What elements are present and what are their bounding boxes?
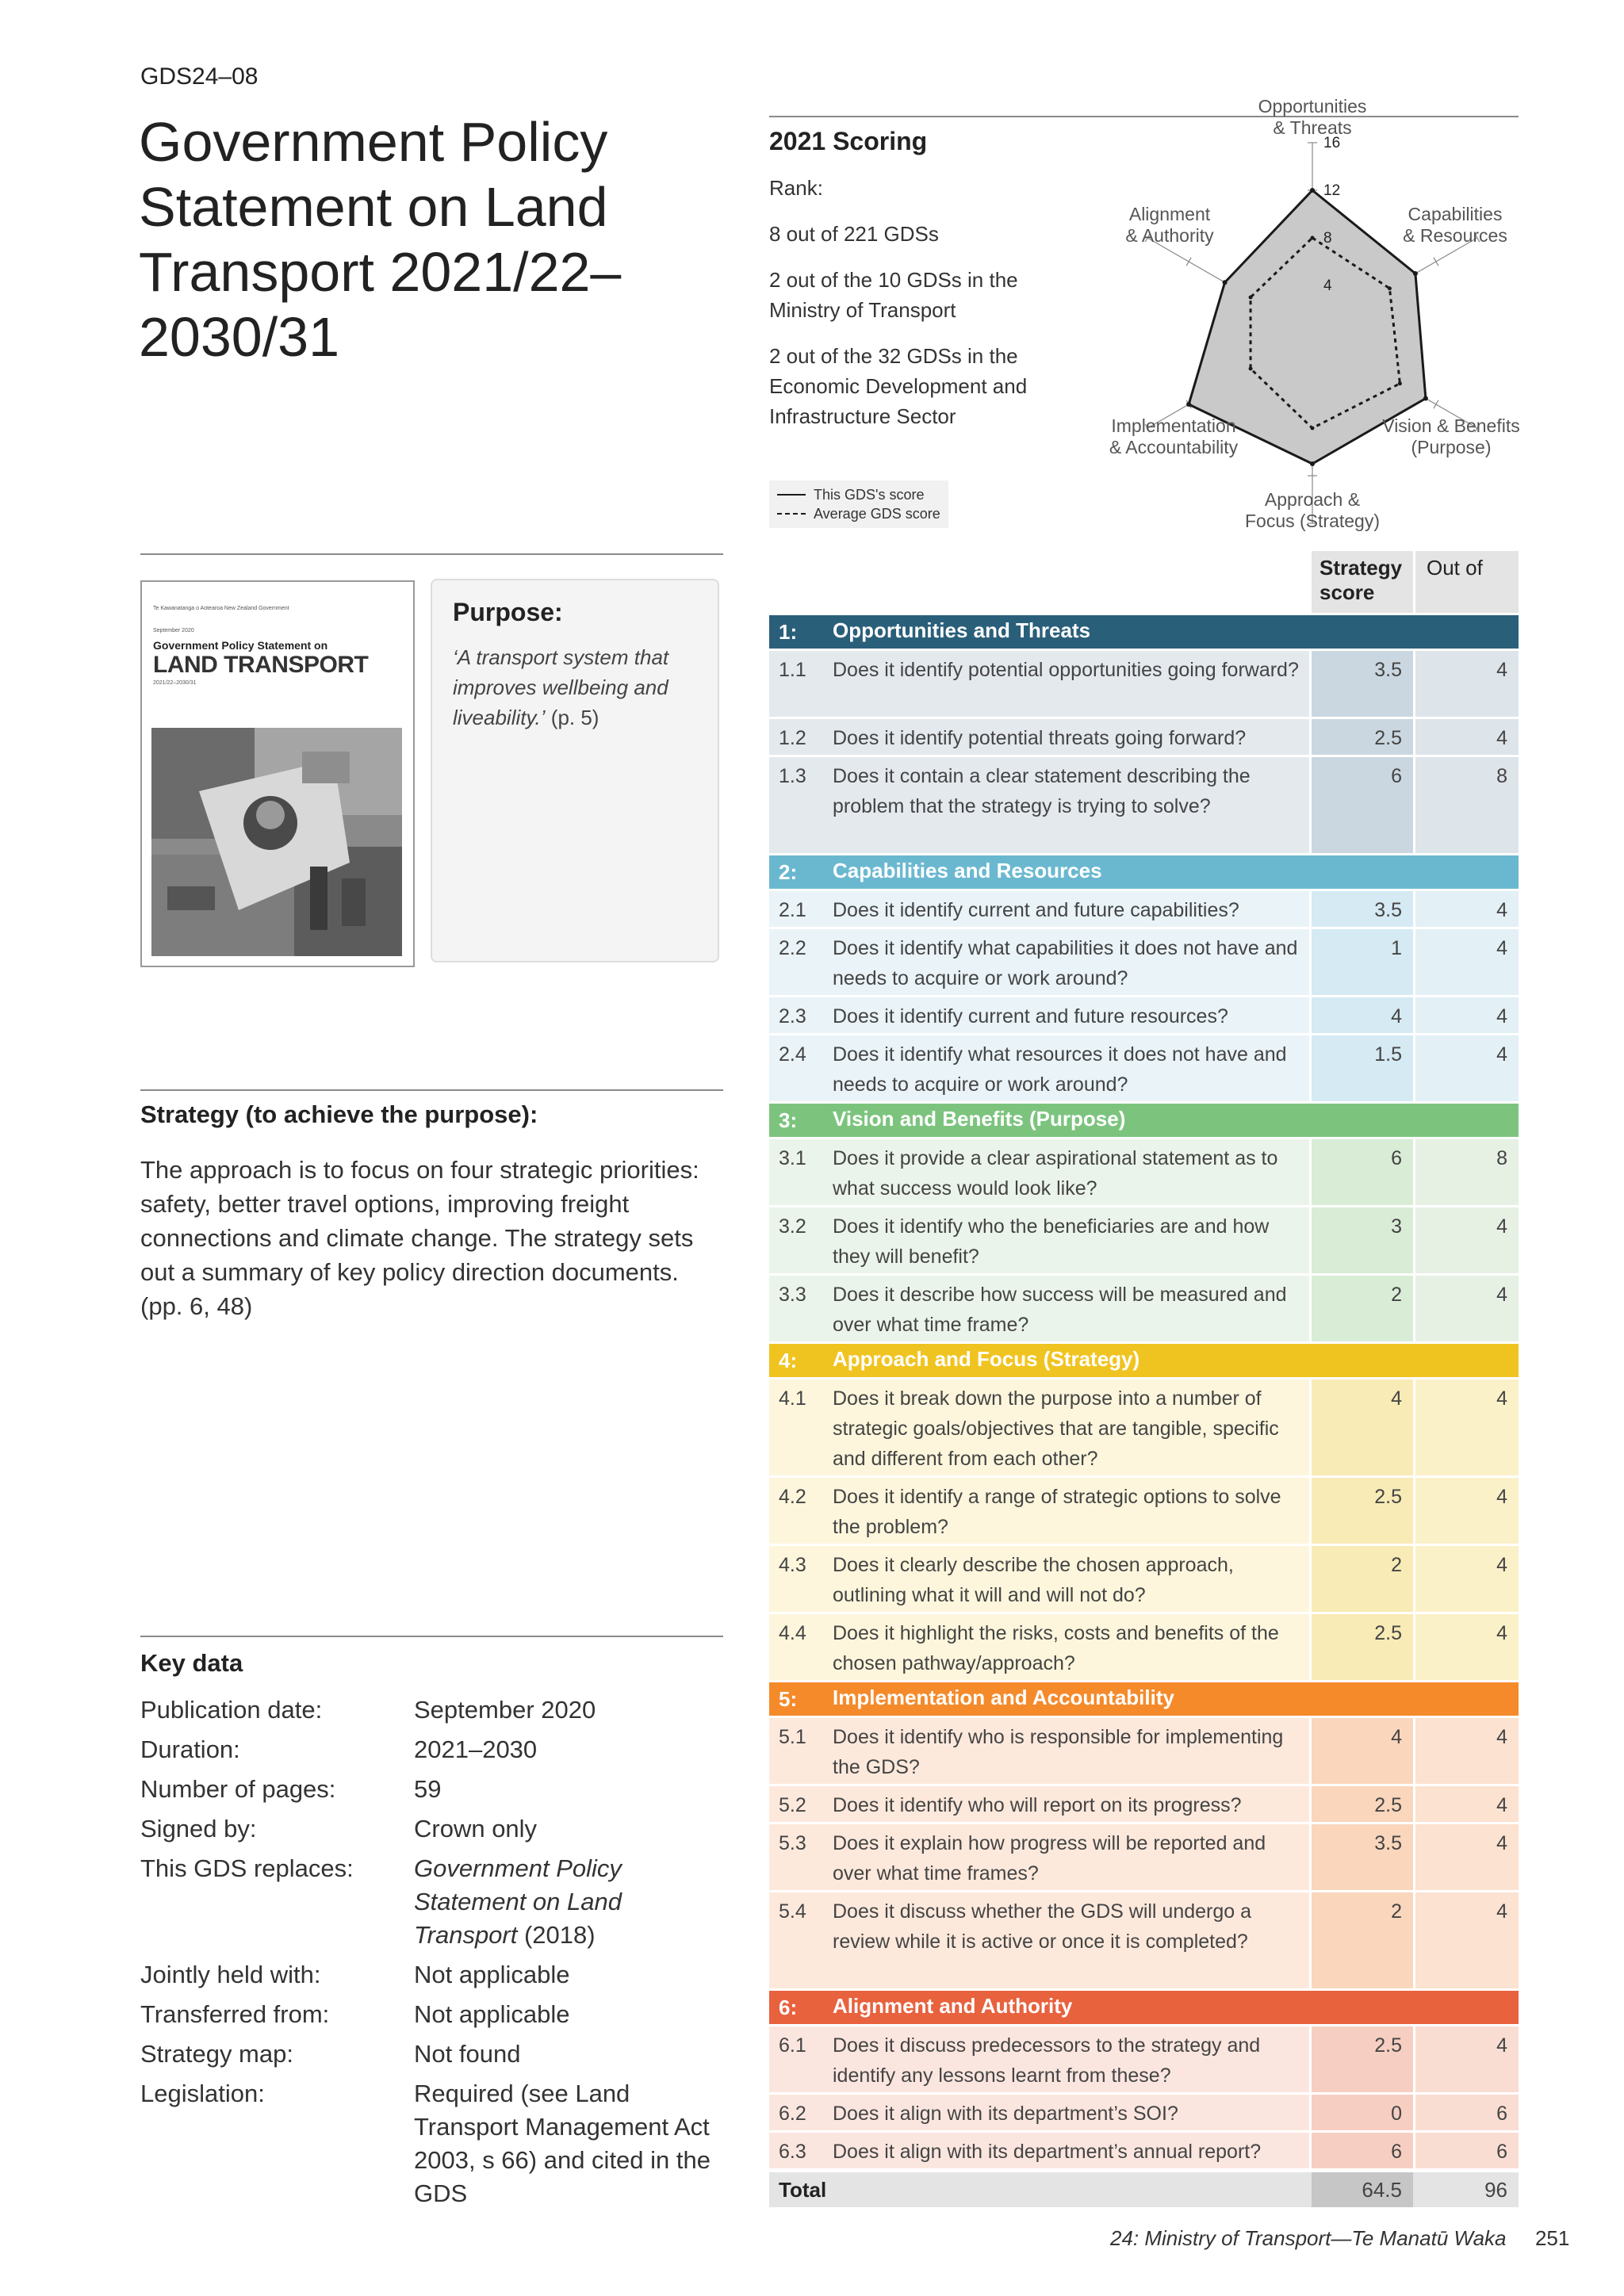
radar-tick-mark [1186, 258, 1191, 266]
strategy-score: 1 [1391, 937, 1402, 959]
strategy-score-cell [1312, 651, 1413, 717]
question-text: Does it identify what capabilities it does not have and needs to acquire or work around? [833, 937, 1298, 989]
key-data-value: 2021–2030 [414, 1735, 538, 1763]
radar-tick-mark [1434, 258, 1438, 266]
strategy-score: 4 [1391, 1726, 1402, 1748]
radar-axis-label: & Accountability [1109, 437, 1239, 457]
out-of-value: 4 [1496, 1005, 1507, 1027]
strategy-score-cell [1312, 1718, 1413, 1784]
out-of-value: 4 [1496, 1622, 1507, 1644]
out-of-value: 4 [1496, 1832, 1507, 1854]
table-row [769, 2095, 1519, 2133]
key-data-label: This GDS replaces: [140, 1854, 354, 1882]
section-number: 4: [779, 1349, 798, 1372]
radar-tick-label: 16 [1323, 135, 1341, 151]
section-number: 1: [779, 620, 798, 644]
question-text: Does it clearly describe the chosen approach, outlining what it will and will not do? [833, 1554, 1234, 1606]
strategy-score-cell [1312, 1276, 1413, 1341]
rank-label: Rank: [769, 176, 823, 200]
strategy-text: The approach is to focus on four strategic priorities: safety, better travel options, improving freight connections and climate change. The strategy sets out a summary of key policy direction documents. (pp. 6, 48) [140, 1156, 699, 1320]
section-title: Capabilities and Resources [833, 859, 1102, 882]
out-of-cell [1415, 891, 1519, 927]
out-of-cell [1415, 1139, 1519, 1205]
out-of-cell [1415, 1546, 1519, 1612]
radar-tick-label: 4 [1323, 277, 1332, 294]
strategy-score-cell [1312, 2095, 1413, 2130]
out-of-value: 6 [1496, 2141, 1507, 2163]
radar-axis-label: Focus (Strategy) [1245, 511, 1380, 531]
radar-point-average [1249, 367, 1253, 371]
strategy-score: 2 [1391, 1900, 1402, 1923]
page-number: 251 [1534, 2226, 1570, 2250]
strategy-score-cell [1312, 1786, 1413, 1822]
out-of-value: 4 [1496, 937, 1507, 959]
strategy-score-cell [1312, 2133, 1413, 2168]
table-row [769, 2026, 1519, 2095]
strategy-score-cell [1312, 1824, 1413, 1890]
out-of-cell [1415, 1718, 1519, 1784]
strategy-score: 2 [1391, 1554, 1402, 1576]
radar-legend [769, 480, 948, 528]
section-header-1 [769, 615, 1519, 649]
cover-gov-mark: Te Kawanatanga o Aotearoa New Zealand Government [153, 606, 289, 611]
legend-avg-label: Average GDS score [814, 505, 940, 522]
table-row [769, 929, 1519, 997]
question-number: 5.3 [779, 1832, 806, 1854]
section-title: Approach and Focus (Strategy) [833, 1347, 1140, 1371]
out-of-value: 4 [1496, 659, 1507, 681]
section-title: Alignment and Authority [833, 1994, 1073, 2018]
out-of-cell [1415, 929, 1519, 995]
out-of-cell [1415, 1786, 1519, 1822]
dashed-line-icon [777, 513, 806, 515]
out-of-value: 4 [1496, 727, 1507, 749]
key-data-value-title: Government Policy Statement on Land Transport [414, 1854, 622, 1949]
key-data-label: Duration: [140, 1735, 240, 1763]
header-strategy-score: Strategy score [1312, 551, 1413, 613]
question-text: Does it describe how success will be measured and over what time frame? [833, 1284, 1287, 1336]
table-row [769, 1380, 1519, 1478]
question-text: Does it highlight the risks, costs and benefits of the chosen pathway/approach? [833, 1622, 1279, 1674]
cover-title-line1: Government Policy Statement on [153, 639, 328, 652]
out-of-value: 4 [1496, 1387, 1507, 1410]
document-code: GDS24–08 [140, 63, 259, 90]
out-of-value: 4 [1496, 1215, 1507, 1238]
strategy-score-cell [1312, 1478, 1413, 1544]
radar-axis-label: Capabilities [1408, 204, 1503, 224]
section-title: Opportunities and Threats [833, 618, 1091, 642]
question-text: Does it identify current and future resources? [833, 1005, 1228, 1027]
question-text: Does it provide a clear aspirational statement as to what success would look like? [833, 1147, 1278, 1200]
key-data-label: Signed by: [140, 1815, 257, 1843]
key-data-value-suffix: (2018) [517, 1921, 596, 1949]
key-data-value: Required (see Land Transport Management Act 2003, s 66) and cited in the GDS [414, 2080, 710, 2207]
table-row [769, 1207, 1519, 1276]
out-of-value: 4 [1496, 1486, 1507, 1508]
question-text: Does it align with its department’s annual report? [833, 2141, 1262, 2163]
total-score: 64.5 [1362, 2178, 1402, 2202]
question-text: Does it identify what resources it does not have and needs to acquire or work around? [833, 1043, 1287, 1096]
strategy-score: 2 [1391, 1284, 1402, 1306]
cover-years: 2021/22–2030/31 [153, 680, 197, 686]
radar-axis-label: Approach & [1264, 489, 1361, 510]
question-number: 3.2 [779, 1215, 806, 1238]
table-row [769, 1546, 1519, 1614]
table-row [769, 1892, 1519, 1991]
out-of-value: 4 [1496, 1726, 1507, 1748]
out-of-value: 4 [1496, 899, 1507, 921]
key-data-value: Not applicable [414, 1961, 570, 1988]
out-of-cell [1415, 1035, 1519, 1101]
cover-thumbnail [140, 580, 415, 967]
question-number: 6.1 [779, 2034, 806, 2057]
key-data-value: Not found [414, 2040, 521, 2068]
table-row [769, 2133, 1519, 2171]
legend-average [777, 504, 940, 523]
question-number: 2.4 [779, 1043, 806, 1066]
key-data-label: Legislation: [140, 2080, 265, 2107]
strategy-score: 3 [1391, 1215, 1402, 1238]
question-number: 4.3 [779, 1554, 806, 1576]
question-text: Does it contain a clear statement describing the problem that the strategy is trying to solve? [833, 765, 1251, 817]
table-row [769, 1139, 1519, 1207]
purpose-ref: (p. 5) [545, 706, 599, 729]
out-of-value: 4 [1496, 1794, 1507, 1816]
out-of-value: 4 [1496, 1043, 1507, 1066]
radar-axis-label: Opportunities [1258, 96, 1367, 117]
question-number: 2.2 [779, 937, 806, 959]
question-text: Does it break down the purpose into a number of strategic goals/objectives that are tangible, specific and different from each other? [833, 1387, 1279, 1470]
total-label: Total [779, 2178, 827, 2202]
radar-axis-label: Vision & Benefits [1382, 415, 1520, 436]
strategy-score-cell [1312, 757, 1413, 853]
strategy-score-cell [1312, 2026, 1413, 2092]
purpose-quote: ‘A transport system that improves wellbeing and liveability.’ [453, 645, 669, 729]
strategy-score-cell [1312, 1614, 1413, 1680]
radar-axis-label: Implementation [1111, 415, 1236, 436]
out-of-cell [1415, 997, 1519, 1033]
question-text: Does it identify who is responsible for implementing the GDS? [833, 1726, 1284, 1778]
key-data-label: Jointly held with: [140, 1961, 321, 1988]
section-header-4 [769, 1344, 1519, 1377]
key-data-value: September 2020 [414, 1696, 596, 1724]
out-of-value: 4 [1496, 2034, 1507, 2057]
question-number: 5.1 [779, 1726, 806, 1748]
strategy-score: 1.5 [1374, 1043, 1402, 1066]
table-row [769, 1614, 1519, 1682]
section-divider [140, 553, 723, 555]
out-of-cell [1415, 1276, 1519, 1341]
key-data-label: Number of pages: [140, 1775, 336, 1803]
total-out-of: 96 [1484, 2178, 1507, 2202]
strategy-score-cell [1312, 1380, 1413, 1475]
radar-point-this-gds [1413, 271, 1418, 276]
radar-point-this-gds [1423, 396, 1428, 401]
radar-point-average [1311, 236, 1315, 240]
out-of-cell [1415, 1824, 1519, 1890]
radar-point-average [1398, 381, 1402, 385]
table-row [769, 1824, 1519, 1892]
table-row [769, 757, 1519, 855]
section-header-3 [769, 1104, 1519, 1137]
radar-point-this-gds [1310, 188, 1315, 193]
section-divider [140, 1636, 723, 1637]
question-text: Does it identify a range of strategic options to solve the problem? [833, 1486, 1281, 1538]
table-row [769, 891, 1519, 929]
out-of-value: 8 [1496, 765, 1507, 787]
question-text: Does it discuss predecessors to the strategy and identify any lessons learnt from these? [833, 2034, 1261, 2087]
radar-axis-label: & Resources [1403, 225, 1507, 246]
question-number: 4.2 [779, 1486, 806, 1508]
question-text: Does it identify current and future capabilities? [833, 899, 1239, 921]
strategy-score: 3.5 [1374, 659, 1402, 681]
radar-point-this-gds [1223, 280, 1228, 285]
question-number: 1.1 [779, 659, 806, 681]
table-row [769, 997, 1519, 1035]
out-of-cell [1415, 1380, 1519, 1475]
radar-tick-mark [1434, 400, 1438, 408]
key-data-value: Not applicable [414, 2000, 570, 2028]
radar-axis-label: & Threats [1273, 117, 1352, 138]
key-data-value: Crown only [414, 1815, 538, 1843]
strategy-score: 4 [1391, 1387, 1402, 1410]
question-text: Does it identify who will report on its progress? [833, 1794, 1242, 1816]
total-score-cell [1312, 2172, 1413, 2207]
out-of-cell [1415, 719, 1519, 755]
strategy-score: 2.5 [1374, 1794, 1402, 1816]
section-title: Implementation and Accountability [833, 1686, 1174, 1709]
out-of-cell [1415, 2133, 1519, 2168]
out-of-value: 4 [1496, 1900, 1507, 1923]
strategy-score: 3.5 [1374, 1832, 1402, 1854]
page-title: Government Policy Statement on Land Transport 2021/22–2030/31 [139, 111, 622, 368]
table-row [769, 651, 1519, 719]
section-number: 3: [779, 1108, 798, 1132]
radar-tick-label: 8 [1323, 230, 1332, 247]
purpose-box [431, 579, 719, 962]
radar-axis-label: Alignment [1128, 204, 1211, 224]
question-number: 3.1 [779, 1147, 806, 1169]
strategy-score: 6 [1391, 2141, 1402, 2163]
out-of-cell [1415, 1892, 1519, 1988]
radar-chart [1086, 96, 1530, 547]
cover-date: September 2020 [153, 628, 194, 633]
rank-overall: 8 out of 221 GDSs [769, 222, 939, 246]
strategy-score-cell [1312, 1546, 1413, 1612]
section-title: Vision and Benefits (Purpose) [833, 1107, 1126, 1131]
question-text: Does it explain how progress will be reported and over what time frames? [833, 1832, 1266, 1885]
table-row [769, 1035, 1519, 1104]
strategy-score: 2.5 [1374, 1486, 1402, 1508]
key-data-value [414, 1852, 715, 1952]
purpose-title: Purpose: [453, 598, 563, 626]
strategy-score-cell [1312, 1139, 1413, 1205]
radar-axis-label: (Purpose) [1411, 437, 1492, 457]
footer-section: 24: Ministry of Transport—Te Manatū Waka [1110, 2226, 1507, 2250]
question-number: 1.2 [779, 727, 806, 749]
strategy-score: 2.5 [1374, 2034, 1402, 2057]
question-text: Does it identify who the beneficiaries are and how they will benefit? [833, 1215, 1270, 1268]
out-of-cell [1415, 2026, 1519, 2092]
strategy-score: 2.5 [1374, 1622, 1402, 1644]
question-text: Does it discuss whether the GDS will undergo a review while it is active or once it is completed? [833, 1900, 1252, 1953]
question-number: 6.3 [779, 2141, 806, 2163]
question-text: Does it identify potential threats going forward? [833, 727, 1247, 749]
key-data-label: Publication date: [140, 1696, 323, 1724]
out-of-value: 4 [1496, 1554, 1507, 1576]
total-row [769, 2172, 1519, 2207]
section-number: 5: [779, 1687, 798, 1711]
out-of-value: 4 [1496, 1284, 1507, 1306]
strategy-score-cell [1312, 929, 1413, 995]
question-number: 2.1 [779, 899, 806, 921]
key-data-label: Strategy map: [140, 2040, 293, 2068]
strategy-score: 0 [1391, 2103, 1402, 2125]
strategy-score: 4 [1391, 1005, 1402, 1027]
solid-line-icon [777, 494, 806, 496]
radar-tick-label: 12 [1323, 182, 1341, 199]
strategy-score: 6 [1391, 765, 1402, 787]
strategy-score-cell [1312, 1207, 1413, 1273]
strategy-score: 2.5 [1374, 727, 1402, 749]
strategy-score: 6 [1391, 1147, 1402, 1169]
strategy-score: 3.5 [1374, 899, 1402, 921]
cover-photo-collage [151, 728, 402, 956]
radar-point-average [1311, 427, 1315, 430]
table-row [769, 1786, 1519, 1824]
header-out-of: Out of [1415, 551, 1519, 613]
strategy-score-cell [1312, 719, 1413, 755]
table-row [769, 1276, 1519, 1344]
rank-sector: 2 out of the 32 GDSs in the Economic Development and Infrastructure Sector [769, 344, 1028, 428]
out-of-cell [1415, 1207, 1519, 1273]
section-header-6 [769, 1991, 1519, 2024]
strategy-score-cell [1312, 1035, 1413, 1101]
out-of-cell [1415, 1614, 1519, 1680]
out-of-value: 6 [1496, 2103, 1507, 2125]
key-data-value: 59 [414, 1775, 442, 1803]
section-number: 2: [779, 860, 798, 884]
out-of-value: 8 [1496, 1147, 1507, 1169]
strategy-title: Strategy (to achieve the purpose): [140, 1100, 538, 1128]
radar-point-this-gds [1186, 402, 1191, 407]
section-header-5 [769, 1682, 1519, 1716]
out-of-cell [1415, 651, 1519, 717]
question-number: 4.1 [779, 1387, 806, 1410]
question-number: 1.3 [779, 765, 806, 787]
legend-this-label: This GDS's score [814, 486, 925, 503]
question-number: 5.2 [779, 1794, 806, 1816]
out-of-cell [1415, 2095, 1519, 2130]
legend-this-gds [777, 485, 940, 504]
key-data-title: Key data [140, 1649, 243, 1677]
out-of-cell [1415, 757, 1519, 853]
table-row [769, 719, 1519, 757]
scoring-divider [769, 116, 1519, 117]
section-divider [140, 1089, 723, 1091]
radar-point-average [1388, 286, 1392, 290]
question-number: 4.4 [779, 1622, 806, 1644]
strategy-score-cell [1312, 997, 1413, 1033]
purpose-text [453, 642, 699, 733]
table-row [769, 1718, 1519, 1786]
radar-point-average [1249, 296, 1253, 300]
radar-point-this-gds [1310, 461, 1315, 466]
scoring-title: 2021 Scoring [769, 127, 928, 155]
out-of-cell [1415, 1478, 1519, 1544]
key-data-label: Transferred from: [140, 2000, 330, 2028]
section-header-2 [769, 855, 1519, 889]
question-number: 6.2 [779, 2103, 806, 2125]
cover-title-line2: LAND TRANSPORT [153, 652, 369, 678]
rank-ministry: 2 out of the 10 GDSs in the Ministry of Transport [769, 268, 1018, 322]
question-number: 2.3 [779, 1005, 806, 1027]
strategy-score-cell [1312, 1892, 1413, 1988]
strategy-score-cell [1312, 891, 1413, 927]
question-number: 3.3 [779, 1284, 806, 1306]
question-number: 5.4 [779, 1900, 806, 1923]
radar-axis-label: & Authority [1125, 225, 1214, 246]
page-footer [1110, 2226, 1569, 2251]
question-text: Does it align with its department’s SOI? [833, 2103, 1178, 2125]
section-number: 6: [779, 1996, 798, 2019]
question-text: Does it identify potential opportunities going forward? [833, 659, 1299, 681]
table-row [769, 1478, 1519, 1546]
